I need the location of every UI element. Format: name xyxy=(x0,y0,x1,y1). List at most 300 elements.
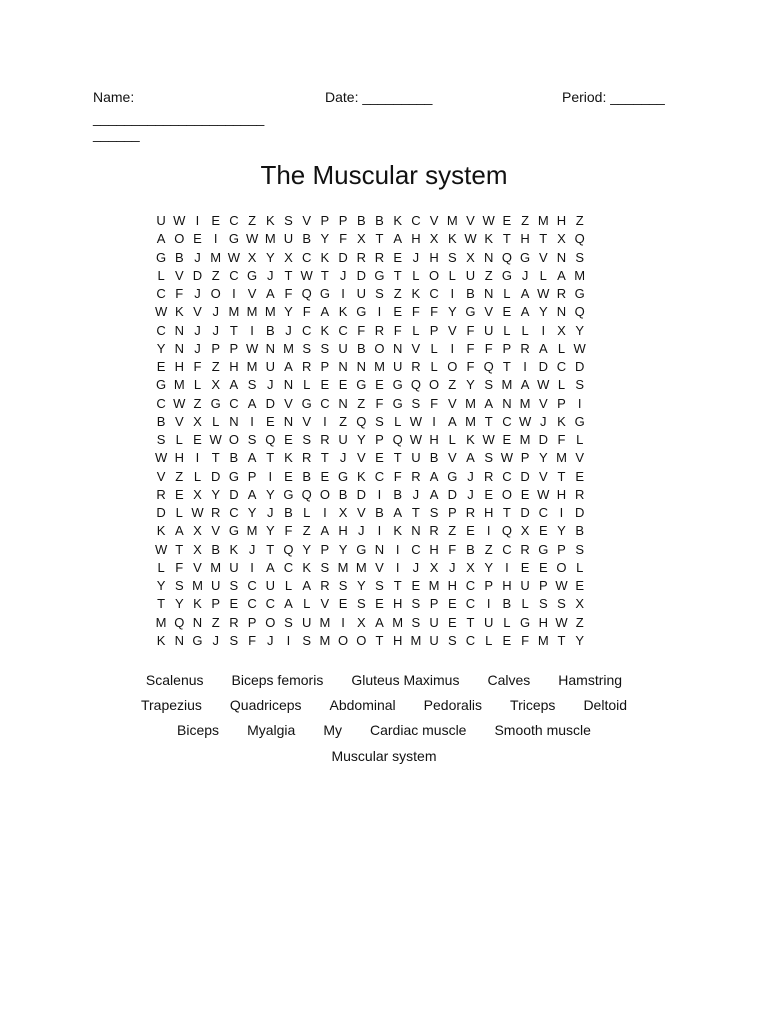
word-bank-item: Scalenus xyxy=(145,672,204,688)
grid-letter: G xyxy=(247,267,258,283)
grid-letter: S xyxy=(302,632,312,648)
grid-letter: W xyxy=(482,432,495,447)
grid-letter: F xyxy=(466,322,475,338)
grid-letter: W xyxy=(537,286,550,301)
grid-letter: N xyxy=(174,632,184,648)
grid-letter: F xyxy=(175,559,184,575)
grid-letter: B xyxy=(375,213,384,228)
grid-letter: A xyxy=(429,486,439,502)
grid-letter: F xyxy=(430,304,439,320)
word-bank-item: Pedoralis xyxy=(423,697,483,713)
grid-letter: T xyxy=(393,578,402,593)
grid-letter: I xyxy=(505,559,509,575)
grid-letter: S xyxy=(156,432,166,447)
grid-letter: J xyxy=(194,340,201,356)
grid-letter: V xyxy=(302,213,312,228)
grid-letter: U xyxy=(265,359,275,374)
grid-letter: L xyxy=(448,267,456,283)
grid-letter: R xyxy=(465,505,476,520)
grid-letter: H xyxy=(392,596,403,612)
grid-letter: G xyxy=(392,395,403,411)
grid-letter: S xyxy=(174,578,184,593)
grid-letter: G xyxy=(447,468,458,484)
grid-letter: G xyxy=(283,486,294,502)
grid-letter: W xyxy=(154,541,168,557)
grid-letter: F xyxy=(193,359,202,374)
grid-letter: O xyxy=(356,632,367,648)
grid-letter: I xyxy=(232,286,236,301)
grid-letter: X xyxy=(429,231,439,247)
grid-letter: H xyxy=(174,359,184,374)
grid-letter: I xyxy=(195,213,200,228)
grid-letter: Z xyxy=(393,286,402,301)
grid-letter: I xyxy=(377,523,382,539)
grid-letter: L xyxy=(576,432,584,447)
grid-letter: N xyxy=(174,322,184,338)
grid-letter: E xyxy=(466,523,475,539)
grid-letter: U xyxy=(156,213,166,228)
grid-letter: Y xyxy=(575,632,585,648)
grid-letter: T xyxy=(557,632,566,648)
grid-letter: X xyxy=(429,559,439,575)
grid-letter: C xyxy=(465,596,476,612)
grid-letter: A xyxy=(284,596,293,612)
grid-letter: L xyxy=(284,578,293,593)
grid-letter: X xyxy=(466,249,475,265)
grid-letter: C xyxy=(247,578,257,593)
grid-letter: L xyxy=(303,596,311,612)
grid-letter: Q xyxy=(356,413,367,429)
grid-letter: L xyxy=(503,614,511,630)
grid-letter: C xyxy=(502,413,512,429)
grid-letter: J xyxy=(212,304,219,320)
grid-letter: Y xyxy=(156,578,166,593)
grid-letter: W xyxy=(173,395,186,411)
grid-letter: T xyxy=(375,231,384,247)
grid-letter: W xyxy=(409,413,423,429)
grid-letter: M xyxy=(519,432,531,447)
grid-letter: A xyxy=(375,614,384,630)
grid-letter: U xyxy=(483,614,494,630)
grid-letter: Q xyxy=(501,523,512,539)
grid-letter: N xyxy=(265,340,275,356)
grid-letter: D xyxy=(520,505,530,520)
grid-letter: H xyxy=(520,231,530,247)
grid-letter: K xyxy=(320,249,330,265)
grid-letter: B xyxy=(575,523,585,539)
grid-letter: T xyxy=(320,267,329,283)
grid-letter: R xyxy=(574,486,585,502)
grid-letter: M xyxy=(228,304,240,320)
grid-letter: E xyxy=(447,596,457,612)
grid-letter: D xyxy=(356,267,366,283)
grid-letter: P xyxy=(320,359,330,374)
grid-letter: E xyxy=(375,450,384,466)
grid-letter: T xyxy=(502,231,511,247)
grid-letter: N xyxy=(283,413,294,429)
grid-letter: K xyxy=(393,213,403,228)
grid-letter: F xyxy=(357,322,366,338)
grid-letter: S xyxy=(320,559,330,575)
grid-letter: U xyxy=(356,286,366,301)
grid-letter: C xyxy=(502,468,512,484)
grid-letter: S xyxy=(302,340,312,356)
grid-letter: G xyxy=(356,304,367,320)
grid-letter: N xyxy=(502,395,512,411)
grid-letter: J xyxy=(412,486,420,502)
grid-letter: G xyxy=(228,231,239,247)
grid-letter: P xyxy=(229,340,239,356)
grid-letter: E xyxy=(520,486,530,502)
grid-letter: Y xyxy=(356,432,366,447)
grid-letter: B xyxy=(156,413,166,429)
grid-letter: D xyxy=(538,359,548,374)
grid-letter: P xyxy=(538,578,548,593)
grid-letter: Z xyxy=(484,541,493,557)
grid-letter: M xyxy=(246,304,258,320)
grid-letter: J xyxy=(449,559,456,575)
grid-letter: F xyxy=(284,523,293,539)
grid-letter: A xyxy=(247,395,257,411)
grid-letter: Z xyxy=(448,377,457,393)
grid-letter: Q xyxy=(410,377,421,393)
grid-letter: S xyxy=(575,541,585,557)
grid-letter: L xyxy=(503,322,511,338)
grid-letter: E xyxy=(393,249,403,265)
grid-letter: Q xyxy=(574,304,585,320)
grid-letter: K xyxy=(156,632,166,648)
grid-letter: Z xyxy=(302,523,311,539)
grid-letter: G xyxy=(356,541,367,557)
grid-letter: B xyxy=(229,450,239,466)
grid-letter: T xyxy=(157,596,166,612)
grid-letter: M xyxy=(246,523,258,539)
grid-letter: V xyxy=(193,304,202,320)
grid-letter: V xyxy=(447,322,457,338)
grid-letter: I xyxy=(541,322,546,338)
grid-letter: N xyxy=(229,413,239,429)
grid-letter: P xyxy=(320,541,330,557)
grid-letter: H xyxy=(556,213,567,228)
grid-letter: S xyxy=(484,450,494,466)
grid-letter: V xyxy=(375,559,384,575)
grid-letter: M xyxy=(465,395,476,411)
grid-letter: U xyxy=(229,559,239,575)
grid-letter: S xyxy=(447,632,457,648)
grid-letter: V xyxy=(284,395,293,411)
grid-letter: J xyxy=(540,413,547,429)
grid-letter: V xyxy=(174,267,184,283)
grid-letter: E xyxy=(156,359,166,374)
grid-letter: Y xyxy=(484,559,494,575)
grid-letter: S xyxy=(557,596,566,612)
grid-letter: X xyxy=(356,231,366,247)
grid-letter: N xyxy=(338,395,348,411)
grid-letter: R xyxy=(301,359,312,374)
grid-letter: R xyxy=(301,450,312,466)
grid-letter: D xyxy=(156,505,166,520)
grid-letter: J xyxy=(267,377,274,393)
grid-letter: A xyxy=(229,377,239,393)
grid-letter: V xyxy=(320,596,330,612)
grid-letter: R xyxy=(520,541,530,557)
grid-letter: B xyxy=(174,249,184,265)
grid-letter: O xyxy=(174,231,185,247)
grid-letter: E xyxy=(538,559,548,575)
grid-letter: G xyxy=(301,395,312,411)
grid-letter: E xyxy=(411,578,421,593)
grid-letter: K xyxy=(411,286,421,301)
grid-letter: L xyxy=(539,267,547,283)
grid-letter: X xyxy=(284,249,293,265)
grid-letter: S xyxy=(484,377,494,393)
grid-letter: A xyxy=(520,377,530,393)
grid-letter: L xyxy=(157,267,165,283)
grid-letter: K xyxy=(156,523,166,539)
grid-letter: J xyxy=(467,486,474,502)
word-bank-item: Quadriceps xyxy=(229,697,302,713)
grid-letter: Q xyxy=(265,432,276,447)
grid-letter: W xyxy=(245,231,259,247)
grid-letter: G xyxy=(192,632,203,648)
word-bank-item: Myalgia xyxy=(247,722,296,738)
grid-letter: C xyxy=(229,395,239,411)
grid-letter: N xyxy=(338,359,348,374)
grid-letter: W xyxy=(173,213,186,228)
grid-letter: K xyxy=(193,596,202,612)
grid-letter: F xyxy=(175,286,184,301)
grid-letter: U xyxy=(265,578,275,593)
grid-letter: B xyxy=(375,505,384,520)
grid-letter: R xyxy=(429,523,439,539)
grid-letter: E xyxy=(502,213,512,228)
grid-letter: I xyxy=(377,304,382,320)
grid-letter: Z xyxy=(521,213,530,228)
grid-letter: N xyxy=(356,359,366,374)
grid-letter: S xyxy=(375,578,384,593)
grid-letter: A xyxy=(429,468,439,484)
grid-letter: B xyxy=(265,322,275,338)
grid-letter: P xyxy=(447,505,457,520)
grid-letter: L xyxy=(193,377,202,393)
grid-letter: I xyxy=(250,322,254,338)
grid-letter: Y xyxy=(247,505,257,520)
grid-letter: G xyxy=(156,249,167,265)
grid-letter: N xyxy=(556,249,567,265)
grid-letter: W xyxy=(573,340,586,356)
grid-letter: G xyxy=(574,413,585,429)
grid-letter: T xyxy=(266,450,275,466)
grid-letter: H xyxy=(429,541,439,557)
grid-letter: E xyxy=(375,377,384,393)
grid-letter: I xyxy=(341,286,345,301)
grid-letter: Y xyxy=(538,304,548,320)
grid-letter: E xyxy=(375,596,384,612)
grid-letter: T xyxy=(411,505,420,520)
grid-letter: P xyxy=(429,596,439,612)
grid-letter: M xyxy=(537,632,549,648)
grid-letter: M xyxy=(192,578,203,593)
grid-letter: M xyxy=(556,450,567,466)
grid-letter: M xyxy=(283,340,294,356)
grid-letter: H xyxy=(447,578,457,593)
grid-letter: S xyxy=(356,596,366,612)
grid-letter: H xyxy=(392,632,403,648)
grid-letter: R xyxy=(374,322,385,338)
grid-letter: M xyxy=(210,249,222,265)
grid-letter: B xyxy=(284,505,293,520)
grid-letter: S xyxy=(447,249,457,265)
grid-letter: L xyxy=(430,359,438,374)
grid-letter: E xyxy=(265,413,275,429)
grid-letter: O xyxy=(319,486,330,502)
grid-letter: L xyxy=(576,559,584,575)
grid-letter: H xyxy=(229,359,239,374)
grid-letter: C xyxy=(411,213,421,228)
grid-letter: W xyxy=(464,231,477,247)
grid-letter: P xyxy=(338,213,348,228)
grid-letter: T xyxy=(484,413,493,429)
grid-letter: Z xyxy=(339,413,348,429)
grid-letter: T xyxy=(284,267,293,283)
grid-letter: U xyxy=(411,450,421,466)
grid-letter: N xyxy=(483,249,494,265)
grid-letter: A xyxy=(302,578,312,593)
grid-letter: V xyxy=(193,559,202,575)
grid-letter: T xyxy=(502,505,511,520)
grid-letter: L xyxy=(175,432,183,447)
grid-letter: X xyxy=(193,523,202,539)
grid-letter: I xyxy=(250,559,254,575)
grid-letter: Z xyxy=(193,395,202,411)
word-bank-item: Biceps xyxy=(177,722,220,738)
grid-letter: S xyxy=(411,614,421,630)
grid-letter: A xyxy=(447,413,457,429)
grid-letter: E xyxy=(338,377,348,393)
grid-letter: T xyxy=(502,359,511,374)
name-blank-line-continued: ______ xyxy=(93,126,140,142)
grid-letter: J xyxy=(248,541,256,557)
grid-letter: J xyxy=(285,322,292,338)
grid-letter: Y xyxy=(156,340,166,356)
grid-letter: L xyxy=(521,322,529,338)
grid-letter: G xyxy=(538,541,549,557)
grid-letter: V xyxy=(356,450,366,466)
grid-letter: M xyxy=(337,559,349,575)
grid-letter: Q xyxy=(483,359,494,374)
grid-letter: N xyxy=(392,340,403,356)
word-bank-item: Gluteus Maximus xyxy=(351,672,460,688)
grid-letter: J xyxy=(267,632,274,648)
grid-letter: M xyxy=(501,377,513,393)
grid-letter: X xyxy=(557,322,566,338)
grid-letter: D xyxy=(356,486,366,502)
grid-letter: L xyxy=(212,413,220,429)
grid-letter: R xyxy=(520,340,530,356)
grid-letter: C xyxy=(374,468,385,484)
grid-letter: K xyxy=(284,450,293,466)
grid-letter: J xyxy=(194,322,201,338)
grid-letter: H xyxy=(483,505,494,520)
grid-letter: F xyxy=(466,340,475,356)
word-bank-row xyxy=(0,720,768,740)
grid-letter: K xyxy=(229,541,239,557)
grid-letter: X xyxy=(211,377,221,393)
grid-letter: M xyxy=(155,614,167,630)
grid-letter: S xyxy=(229,632,239,648)
grid-letter: W xyxy=(191,505,204,520)
grid-letter: H xyxy=(556,486,567,502)
grid-letter: Z xyxy=(175,468,184,484)
grid-letter: N xyxy=(411,523,421,539)
grid-letter: Y xyxy=(265,249,275,265)
grid-letter: U xyxy=(429,632,439,648)
grid-letter: V xyxy=(447,450,457,466)
grid-letter: Y xyxy=(302,541,312,557)
grid-letter: U xyxy=(283,231,294,247)
grid-letter: E xyxy=(284,432,293,447)
grid-letter: M xyxy=(210,559,222,575)
word-bank-row xyxy=(0,746,768,766)
grid-letter: I xyxy=(395,559,400,575)
grid-letter: C xyxy=(301,249,312,265)
grid-letter: I xyxy=(286,632,291,648)
grid-letter: C xyxy=(320,395,330,411)
grid-letter: C xyxy=(229,267,239,283)
grid-letter: I xyxy=(268,468,273,484)
grid-letter: D xyxy=(210,468,221,484)
grid-letter: C xyxy=(247,596,257,612)
grid-letter: S xyxy=(320,340,330,356)
grid-letter: Y xyxy=(338,541,348,557)
grid-letter: F xyxy=(375,395,384,411)
grid-letter: P xyxy=(320,213,330,228)
grid-letter: M xyxy=(410,632,422,648)
grid-letter: L xyxy=(394,413,402,429)
grid-letter: Z xyxy=(575,213,584,228)
grid-letter: A xyxy=(393,231,403,247)
grid-letter: G xyxy=(574,286,585,301)
grid-letter: E xyxy=(575,468,585,484)
grid-letter: X xyxy=(557,231,566,247)
grid-letter: J xyxy=(212,322,219,338)
grid-letter: B xyxy=(211,541,221,557)
grid-letter: T xyxy=(375,632,384,648)
grid-letter: S xyxy=(411,395,421,411)
grid-letter: C xyxy=(502,541,512,557)
date-label: Date: _________ xyxy=(325,89,433,105)
name-label: Name: xyxy=(93,89,135,105)
grid-letter: O xyxy=(429,267,440,283)
grid-letter: Q xyxy=(174,614,185,630)
grid-letter: P xyxy=(211,596,221,612)
grid-letter: E xyxy=(193,231,202,247)
grid-letter: Y xyxy=(557,523,566,539)
grid-letter: W xyxy=(209,432,222,447)
grid-letter: L xyxy=(521,596,529,612)
grid-letter: J xyxy=(467,468,474,484)
grid-letter: L xyxy=(303,377,311,393)
grid-letter: K xyxy=(265,213,275,228)
grid-letter: W xyxy=(537,377,550,393)
grid-letter: E xyxy=(338,596,348,612)
grid-letter: X xyxy=(575,596,585,612)
grid-letter: C xyxy=(229,213,239,228)
grid-letter: P xyxy=(484,578,494,593)
grid-letter: X xyxy=(338,505,348,520)
grid-letter: C xyxy=(156,286,166,301)
grid-letter: H xyxy=(429,249,439,265)
